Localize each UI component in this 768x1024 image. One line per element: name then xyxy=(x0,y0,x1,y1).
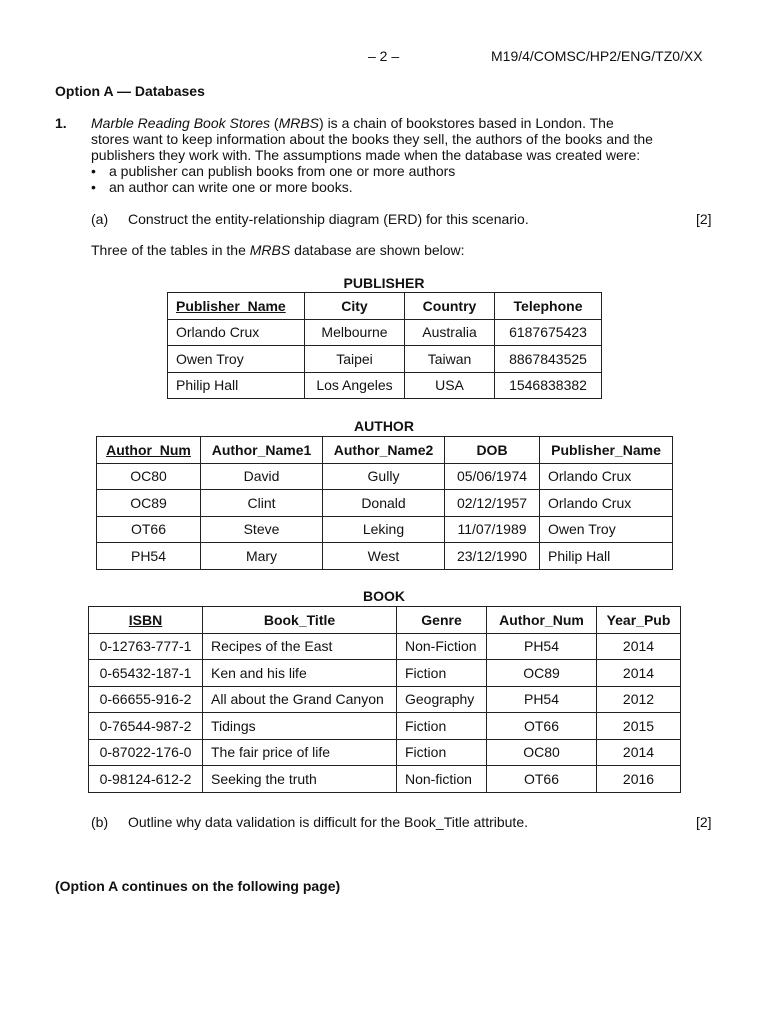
bullet-icon: • xyxy=(91,163,96,179)
column-header: Telephone xyxy=(495,293,602,320)
column-header: Author_Num xyxy=(487,607,597,634)
publisher-table-caption: PUBLISHER xyxy=(343,275,425,291)
table-cell: Los Angeles xyxy=(305,372,405,399)
table-cell: Tidings xyxy=(203,713,397,740)
table-cell: 6187675423 xyxy=(495,319,602,346)
column-header: Publisher_Name xyxy=(168,293,305,320)
table-cell: Gully xyxy=(323,463,445,490)
table-row xyxy=(168,319,602,346)
table-row xyxy=(89,766,681,793)
table-row xyxy=(89,660,681,687)
table-cell: All about the Grand Canyon xyxy=(203,686,397,713)
part-b-label: (b) xyxy=(91,814,109,830)
page-number: – 2 – xyxy=(368,48,400,64)
table-row xyxy=(168,372,602,399)
table-cell: Donald xyxy=(323,490,445,517)
table-cell: Non-fiction xyxy=(397,766,487,793)
table-cell: Ken and his life xyxy=(203,660,397,687)
column-header: Author_Name2 xyxy=(323,437,445,464)
table-cell: Fiction xyxy=(397,739,487,766)
table-header-row xyxy=(97,437,673,464)
table-cell: PH54 xyxy=(97,543,201,570)
intro-paren: ( xyxy=(270,115,279,131)
table-cell: Clint xyxy=(201,490,323,517)
tables-intro xyxy=(91,242,465,258)
table-cell: USA xyxy=(405,372,495,399)
column-header: DOB xyxy=(445,437,540,464)
book-table-caption: BOOK xyxy=(363,588,405,604)
table-cell: West xyxy=(323,543,445,570)
column-header: Book_Title xyxy=(203,607,397,634)
table-cell: Taiwan xyxy=(405,346,495,373)
table-cell: 0-66655-916-2 xyxy=(89,686,203,713)
column-header: ISBN xyxy=(89,607,203,634)
table-cell: OC80 xyxy=(487,739,597,766)
table-cell: 05/06/1974 xyxy=(445,463,540,490)
table-cell: Leking xyxy=(323,516,445,543)
table-cell: Recipes of the East xyxy=(203,633,397,660)
table-cell: Taipei xyxy=(305,346,405,373)
table-cell: 2014 xyxy=(597,660,681,687)
column-header: Country xyxy=(405,293,495,320)
table-cell: Owen Troy xyxy=(540,516,673,543)
table-cell: Owen Troy xyxy=(168,346,305,373)
table-cell: 8867843525 xyxy=(495,346,602,373)
part-b-text: Outline why data validation is difficult for the Book_Title attribute. xyxy=(128,814,528,830)
table-row xyxy=(89,686,681,713)
tables-intro-post: database are shown below: xyxy=(290,242,465,258)
table-cell: The fair price of life xyxy=(203,739,397,766)
table-cell: 2016 xyxy=(597,766,681,793)
table-cell: 2012 xyxy=(597,686,681,713)
assumption-bullet xyxy=(91,179,353,195)
table-cell: David xyxy=(201,463,323,490)
table-cell: Mary xyxy=(201,543,323,570)
table-cell: 0-76544-987-2 xyxy=(89,713,203,740)
question-intro-line-1 xyxy=(91,115,614,131)
table-row xyxy=(89,633,681,660)
table-cell: 11/07/1989 xyxy=(445,516,540,543)
question-intro-line-3: publishers they work with. The assumptions made when the database was created were: xyxy=(91,147,641,163)
part-a-label: (a) xyxy=(91,211,109,227)
table-cell: 2015 xyxy=(597,713,681,740)
table-header-row xyxy=(89,607,681,634)
table-cell: Geography xyxy=(397,686,487,713)
table-cell: 0-65432-187-1 xyxy=(89,660,203,687)
table-cell: OT66 xyxy=(487,766,597,793)
table-cell: 0-87022-176-0 xyxy=(89,739,203,766)
table-cell: Orlando Crux xyxy=(168,319,305,346)
bullet-icon: • xyxy=(91,179,96,195)
column-header: City xyxy=(305,293,405,320)
table-cell: OC80 xyxy=(97,463,201,490)
table-row xyxy=(97,543,673,570)
table-cell: Melbourne xyxy=(305,319,405,346)
table-cell: PH54 xyxy=(487,686,597,713)
column-header: Author_Name1 xyxy=(201,437,323,464)
part-b-marks: [2] xyxy=(696,814,712,830)
author-table-caption: AUTHOR xyxy=(354,418,414,434)
table-cell: Orlando Crux xyxy=(540,463,673,490)
bullet-text: a publisher can publish books from one or more authors xyxy=(109,163,456,179)
question-intro-line-2: stores want to keep information about the books they sell, the authors of the books and the xyxy=(91,131,653,147)
table-cell: 2014 xyxy=(597,739,681,766)
column-header: Year_Pub xyxy=(597,607,681,634)
column-header: Genre xyxy=(397,607,487,634)
table-cell: OC89 xyxy=(97,490,201,517)
table-cell: 02/12/1957 xyxy=(445,490,540,517)
question-number: 1. xyxy=(55,115,67,131)
table-cell: Australia xyxy=(405,319,495,346)
author-table xyxy=(96,436,673,570)
bullet-text: an author can write one or more books. xyxy=(109,179,353,195)
table-cell: 0-98124-612-2 xyxy=(89,766,203,793)
table-row xyxy=(89,713,681,740)
table-row xyxy=(97,516,673,543)
intro-rest: ) is a chain of bookstores based in London. The xyxy=(319,115,614,131)
table-cell: Philip Hall xyxy=(540,543,673,570)
table-cell: PH54 xyxy=(487,633,597,660)
table-row xyxy=(97,463,673,490)
table-cell: Orlando Crux xyxy=(540,490,673,517)
table-cell: 2014 xyxy=(597,633,681,660)
tables-intro-acronym: MRBS xyxy=(249,242,291,258)
table-cell: 0-12763-777-1 xyxy=(89,633,203,660)
company-acronym: MRBS xyxy=(278,115,320,131)
table-cell: Steve xyxy=(201,516,323,543)
company-name: Marble Reading Book Stores xyxy=(91,115,270,131)
table-cell: OC89 xyxy=(487,660,597,687)
table-cell: Fiction xyxy=(397,660,487,687)
option-title: Option A — Databases xyxy=(55,83,205,99)
column-header: Author_Num xyxy=(97,437,201,464)
table-cell: OT66 xyxy=(487,713,597,740)
table-cell: 23/12/1990 xyxy=(445,543,540,570)
publisher-table xyxy=(167,292,602,399)
table-header-row xyxy=(168,293,602,320)
part-a-marks: [2] xyxy=(696,211,712,227)
paper-code: M19/4/COMSC/HP2/ENG/TZ0/XX xyxy=(491,48,703,64)
part-a-text: Construct the entity-relationship diagram (ERD) for this scenario. xyxy=(128,211,529,227)
table-row xyxy=(89,739,681,766)
table-cell: Fiction xyxy=(397,713,487,740)
tables-intro-pre: Three of the tables in the xyxy=(91,242,250,258)
table-cell: OT66 xyxy=(97,516,201,543)
table-cell: Non-Fiction xyxy=(397,633,487,660)
table-cell: Seeking the truth xyxy=(203,766,397,793)
table-cell: Philip Hall xyxy=(168,372,305,399)
table-row xyxy=(168,346,602,373)
table-row xyxy=(97,490,673,517)
book-table xyxy=(88,606,681,793)
table-cell: 1546838382 xyxy=(495,372,602,399)
assumption-bullet xyxy=(91,163,455,179)
continuation-note: (Option A continues on the following page) xyxy=(55,878,341,894)
column-header: Publisher_Name xyxy=(540,437,673,464)
